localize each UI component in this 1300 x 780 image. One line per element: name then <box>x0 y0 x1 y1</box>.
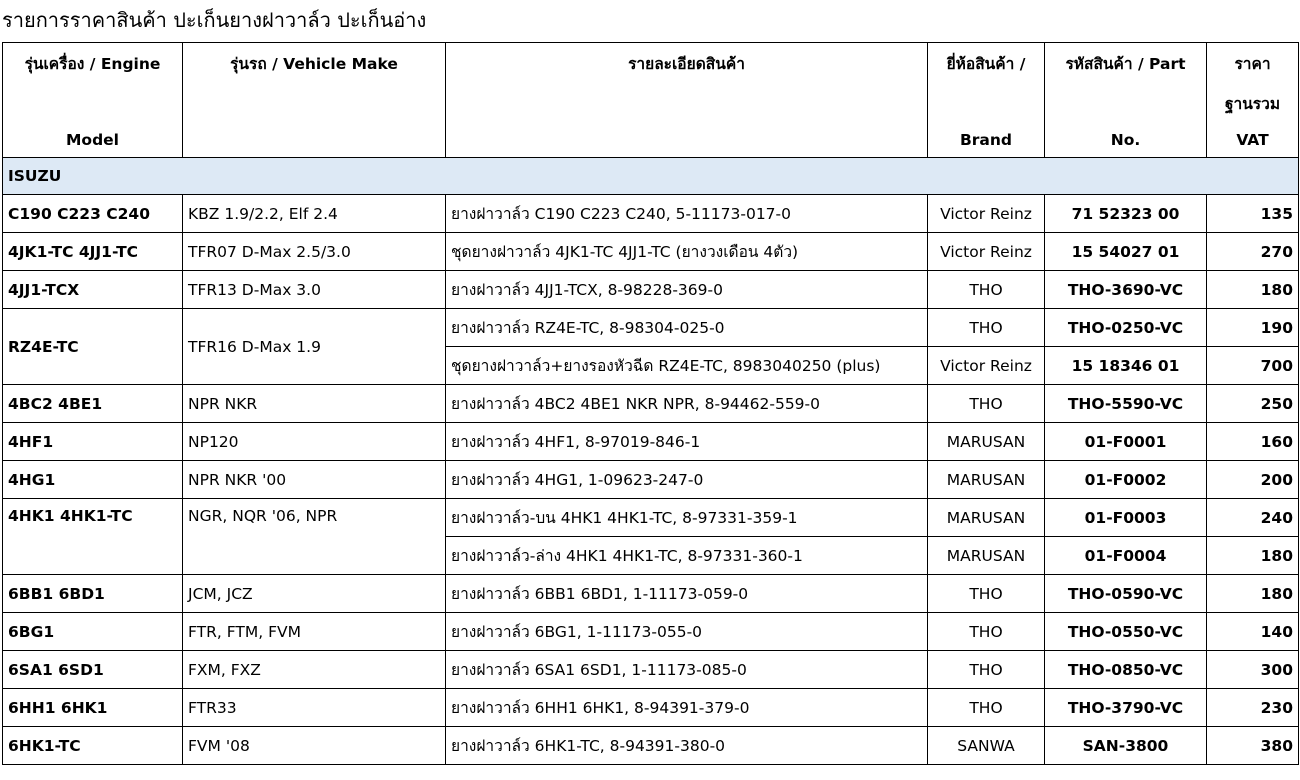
header-detail <box>446 43 928 158</box>
cell-detail: ยางฝาวาล์ว 6HK1-TC, 8-94391-380-0 <box>446 727 928 765</box>
header-engine-line2: Model <box>66 131 119 149</box>
cell-model: 4JJ1-TCX <box>3 271 183 309</box>
cell-model: RZ4E-TC <box>3 309 183 385</box>
table-row <box>3 651 1299 689</box>
cell-brand: THO <box>928 689 1045 727</box>
cell-price: 270 <box>1207 233 1299 271</box>
cell-detail: ยางฝาวาล์ว 4JJ1-TCX, 8-98228-369-0 <box>446 271 928 309</box>
table-row <box>3 233 1299 271</box>
header-engine-line1: รุ่นเครื่อง / Engine <box>24 55 161 73</box>
table-row <box>3 499 1299 537</box>
group-label: ISUZU <box>3 158 1299 195</box>
cell-model: 4HF1 <box>3 423 183 461</box>
cell-model: 4BC2 4BE1 <box>3 385 183 423</box>
cell-detail: ยางฝาวาล์ว-ล่าง 4HK1 4HK1-TC, 8-97331-360-1 <box>446 537 928 575</box>
table-row <box>3 575 1299 613</box>
table-row <box>3 385 1299 423</box>
header-brand-line2: Brand <box>959 131 1013 149</box>
cell-model: 6SA1 6SD1 <box>3 651 183 689</box>
cell-vehicle: NP120 <box>183 423 446 461</box>
cell-vehicle: FTR33 <box>183 689 446 727</box>
cell-part-no: THO-0550-VC <box>1045 613 1207 651</box>
cell-price: 140 <box>1207 613 1299 651</box>
cell-model: 6HK1-TC <box>3 727 183 765</box>
cell-detail: ยางฝาวาล์ว 4HG1, 1-09623-247-0 <box>446 461 928 499</box>
page-title: รายการราคาสินค้า ปะเก็นยางฝาวาล์ว ปะเก็นอ่าง <box>2 8 427 32</box>
cell-detail: ยางฝาวาล์ว 4BC2 4BE1 NKR NPR, 8-94462-559-0 <box>446 385 928 423</box>
cell-brand: Victor Reinz <box>928 195 1045 233</box>
table-row <box>3 689 1299 727</box>
cell-part-no: THO-0850-VC <box>1045 651 1207 689</box>
cell-vehicle: FXM, FXZ <box>183 651 446 689</box>
cell-price: 135 <box>1207 195 1299 233</box>
cell-detail: ยางฝาวาล์ว 6BB1 6BD1, 1-11173-059-0 <box>446 575 928 613</box>
cell-model: 4HG1 <box>3 461 183 499</box>
cell-brand: THO <box>928 385 1045 423</box>
cell-detail: ยางฝาวาล์ว 6HH1 6HK1, 8-94391-379-0 <box>446 689 928 727</box>
header-engine-model <box>3 43 183 158</box>
cell-detail: ยางฝาวาล์ว C190 C223 C240, 5-11173-017-0 <box>446 195 928 233</box>
header-vehicle-label: รุ่นรถ / Vehicle Make <box>230 55 398 73</box>
cell-price: 300 <box>1207 651 1299 689</box>
cell-vehicle: NPR NKR '00 <box>183 461 446 499</box>
price-table <box>2 42 1299 765</box>
cell-detail: ยางฝาวาล์ว 6BG1, 1-11173-055-0 <box>446 613 928 651</box>
cell-model: C190 C223 C240 <box>3 195 183 233</box>
table-row <box>3 423 1299 461</box>
cell-brand: MARUSAN <box>928 461 1045 499</box>
cell-brand: THO <box>928 575 1045 613</box>
cell-part-no: 15 54027 01 <box>1045 233 1207 271</box>
table-row <box>3 727 1299 765</box>
cell-brand: MARUSAN <box>928 499 1045 537</box>
cell-brand: Victor Reinz <box>928 347 1045 385</box>
header-price-line1: ราคา <box>1234 55 1271 73</box>
cell-vehicle: JCM, JCZ <box>183 575 446 613</box>
cell-price: 700 <box>1207 347 1299 385</box>
cell-vehicle: TFR13 D-Max 3.0 <box>183 271 446 309</box>
cell-price: 200 <box>1207 461 1299 499</box>
header-row <box>3 43 1299 158</box>
cell-brand: Victor Reinz <box>928 233 1045 271</box>
cell-vehicle: NPR NKR <box>183 385 446 423</box>
table-row <box>3 195 1299 233</box>
cell-price: 250 <box>1207 385 1299 423</box>
cell-part-no: 01-F0001 <box>1045 423 1207 461</box>
cell-part-no: THO-3790-VC <box>1045 689 1207 727</box>
cell-brand: THO <box>928 271 1045 309</box>
cell-brand: THO <box>928 651 1045 689</box>
table-row <box>3 309 1299 347</box>
cell-detail: ยางฝาวาล์ว 4HF1, 8-97019-846-1 <box>446 423 928 461</box>
group-row <box>3 158 1299 195</box>
cell-part-no: 15 18346 01 <box>1045 347 1207 385</box>
cell-vehicle: TFR16 D-Max 1.9 <box>183 309 446 385</box>
cell-detail: ยางฝาวาล์ว RZ4E-TC, 8-98304-025-0 <box>446 309 928 347</box>
cell-brand: MARUSAN <box>928 423 1045 461</box>
cell-model: 4JK1-TC 4JJ1-TC <box>3 233 183 271</box>
header-price-line3: VAT <box>1236 131 1269 149</box>
cell-model: 6BB1 6BD1 <box>3 575 183 613</box>
cell-part-no: THO-0590-VC <box>1045 575 1207 613</box>
cell-detail: ชุดยางฝาวาล์ว+ยางรองหัวฉีด RZ4E-TC, 8983040250 (plus) <box>446 347 928 385</box>
cell-detail: ยางฝาวาล์ว-บน 4HK1 4HK1-TC, 8-97331-359-1 <box>446 499 928 537</box>
cell-price: 160 <box>1207 423 1299 461</box>
cell-part-no: 01-F0004 <box>1045 537 1207 575</box>
cell-part-no: 01-F0003 <box>1045 499 1207 537</box>
cell-price: 180 <box>1207 537 1299 575</box>
header-detail-label: รายละเอียดสินค้า <box>628 55 745 73</box>
cell-part-no: THO-5590-VC <box>1045 385 1207 423</box>
cell-part-no: 01-F0002 <box>1045 461 1207 499</box>
cell-vehicle: KBZ 1.9/2.2, Elf 2.4 <box>183 195 446 233</box>
table-row <box>3 271 1299 309</box>
header-vehicle-make <box>183 43 446 158</box>
cell-brand: SANWA <box>928 727 1045 765</box>
cell-vehicle: NGR, NQR '06, NPR <box>183 499 446 575</box>
header-part-no <box>1045 43 1207 158</box>
header-brand-line1: ยี่ห้อสินค้า / <box>946 55 1026 73</box>
cell-model: 6HH1 6HK1 <box>3 689 183 727</box>
cell-brand: MARUSAN <box>928 537 1045 575</box>
header-brand <box>928 43 1045 158</box>
cell-price: 190 <box>1207 309 1299 347</box>
header-part-line2: No. <box>1110 131 1141 149</box>
cell-part-no: 71 52323 00 <box>1045 195 1207 233</box>
header-price <box>1207 43 1299 158</box>
table-row <box>3 613 1299 651</box>
cell-vehicle: FTR, FTM, FVM <box>183 613 446 651</box>
header-part-line1: รหัสสินค้า / Part <box>1065 55 1186 73</box>
cell-part-no: SAN-3800 <box>1045 727 1207 765</box>
cell-price: 230 <box>1207 689 1299 727</box>
cell-model: 4HK1 4HK1-TC <box>3 499 183 575</box>
cell-part-no: THO-3690-VC <box>1045 271 1207 309</box>
cell-price: 180 <box>1207 575 1299 613</box>
cell-vehicle: FVM '08 <box>183 727 446 765</box>
cell-vehicle: TFR07 D-Max 2.5/3.0 <box>183 233 446 271</box>
cell-price: 240 <box>1207 499 1299 537</box>
cell-part-no: THO-0250-VC <box>1045 309 1207 347</box>
cell-detail: ชุดยางฝาวาล์ว 4JK1-TC 4JJ1-TC (ยางวงเดือน 4ตัว) <box>446 233 928 271</box>
cell-detail: ยางฝาวาล์ว 6SA1 6SD1, 1-11173-085-0 <box>446 651 928 689</box>
cell-price: 180 <box>1207 271 1299 309</box>
table-row <box>3 461 1299 499</box>
cell-price: 380 <box>1207 727 1299 765</box>
cell-brand: THO <box>928 309 1045 347</box>
header-price-line2: ฐานรวม <box>1224 95 1281 113</box>
cell-brand: THO <box>928 613 1045 651</box>
cell-model: 6BG1 <box>3 613 183 651</box>
